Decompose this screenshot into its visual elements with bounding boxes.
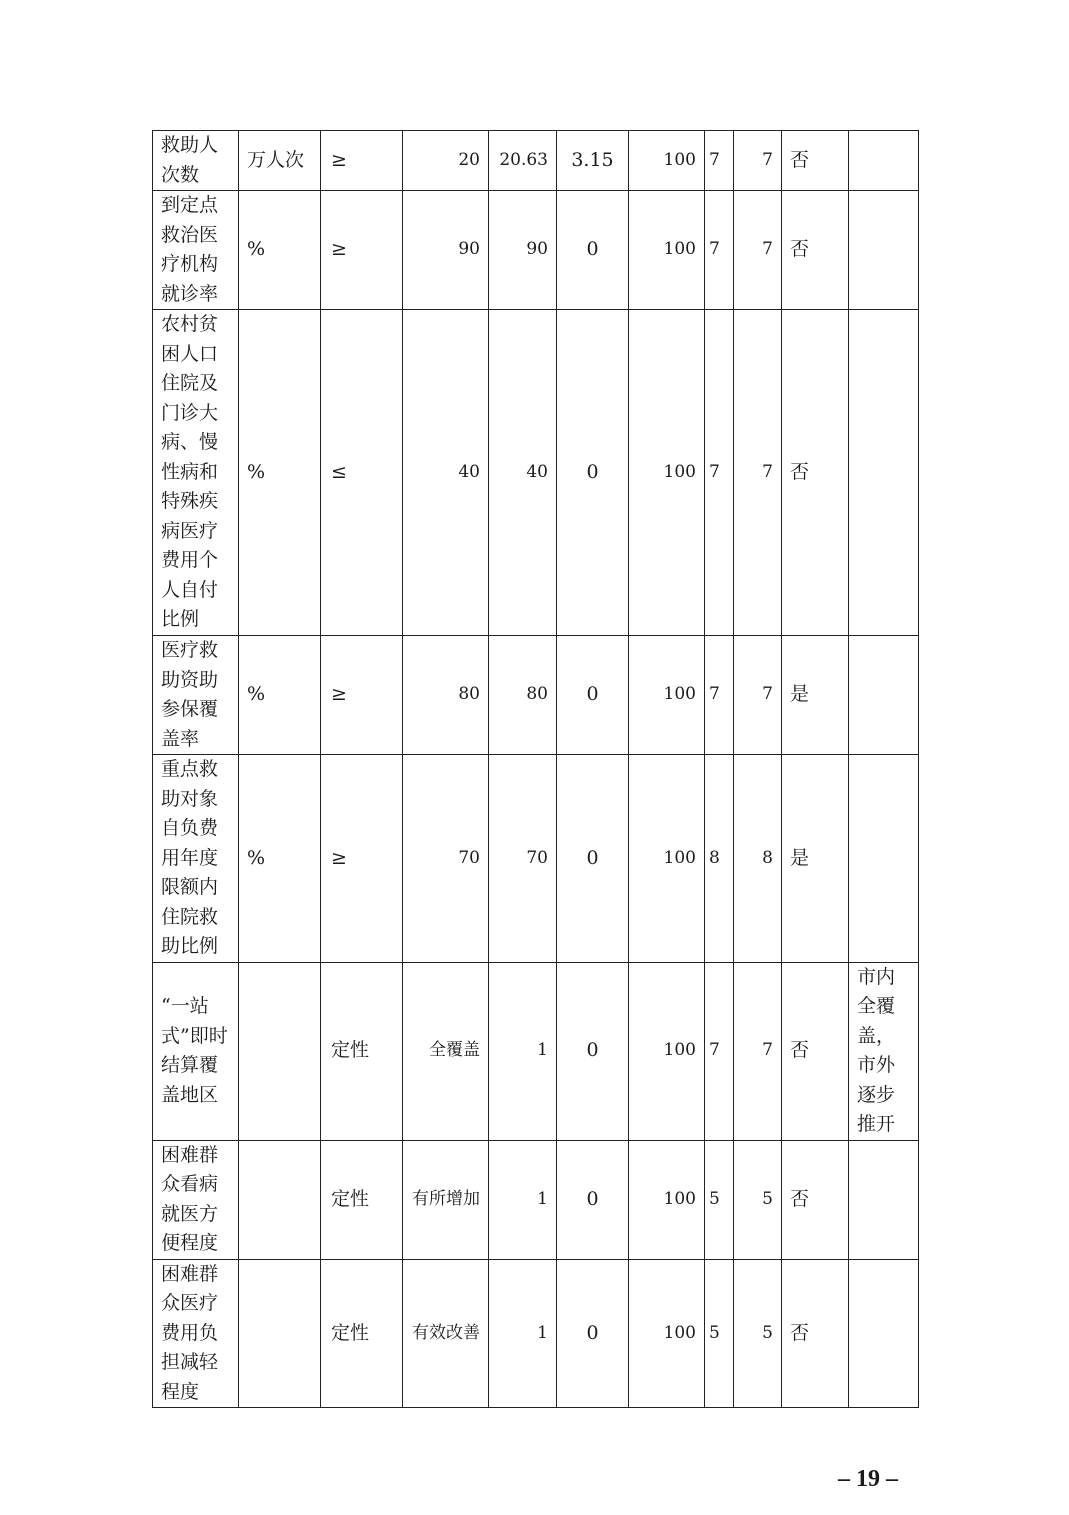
cell-flag: 否 bbox=[782, 1259, 849, 1408]
cell-target: 有效改善 bbox=[403, 1259, 489, 1408]
table-row bbox=[153, 310, 919, 636]
cell-actual: 80 bbox=[489, 636, 557, 755]
cell-flag: 否 bbox=[782, 310, 849, 636]
cell-target: 有所增加 bbox=[403, 1140, 489, 1259]
cell-note: 市内全覆盖，市外逐步推开 bbox=[849, 962, 919, 1140]
table-body bbox=[153, 131, 919, 1408]
cell-deviation: 0 bbox=[557, 1140, 629, 1259]
cell-target: 80 bbox=[403, 636, 489, 755]
cell-target: 全覆盖 bbox=[403, 962, 489, 1140]
cell-score: 7 bbox=[734, 962, 782, 1140]
cell-weight: 7 bbox=[705, 131, 734, 191]
cell-actual: 1 bbox=[489, 1259, 557, 1408]
cell-rate: 100 bbox=[629, 310, 705, 636]
cell-rate: 100 bbox=[629, 191, 705, 310]
cell-weight: 8 bbox=[705, 755, 734, 963]
cell-indicator: 农村贫困人口住院及门诊大病、慢性病和特殊疾病医疗费用个人自付比例 bbox=[153, 310, 239, 636]
cell-target: 20 bbox=[403, 131, 489, 191]
table-row bbox=[153, 755, 919, 963]
cell-weight: 7 bbox=[705, 636, 734, 755]
cell-rate: 100 bbox=[629, 755, 705, 963]
table-row bbox=[153, 191, 919, 310]
cell-indicator: 困难群众医疗费用负担减轻程度 bbox=[153, 1259, 239, 1408]
cell-actual: 1 bbox=[489, 1140, 557, 1259]
cell-unit: 万人次 bbox=[239, 131, 321, 191]
cell-target: 40 bbox=[403, 310, 489, 636]
cell-op: 定性 bbox=[321, 962, 403, 1140]
cell-note bbox=[849, 131, 919, 191]
cell-target: 90 bbox=[403, 191, 489, 310]
cell-weight: 7 bbox=[705, 310, 734, 636]
cell-note bbox=[849, 191, 919, 310]
cell-unit: % bbox=[239, 755, 321, 963]
cell-indicator: 到定点救治医疗机构就诊率 bbox=[153, 191, 239, 310]
table-row bbox=[153, 962, 919, 1140]
performance-table bbox=[152, 130, 919, 1408]
cell-op: ≥ bbox=[321, 755, 403, 963]
cell-note bbox=[849, 636, 919, 755]
cell-unit bbox=[239, 1259, 321, 1408]
cell-flag: 否 bbox=[782, 191, 849, 310]
table-row bbox=[153, 636, 919, 755]
cell-deviation: 0 bbox=[557, 310, 629, 636]
cell-op: ≤ bbox=[321, 310, 403, 636]
cell-weight: 7 bbox=[705, 962, 734, 1140]
cell-op: ≥ bbox=[321, 636, 403, 755]
cell-deviation: 0 bbox=[557, 755, 629, 963]
cell-target: 70 bbox=[403, 755, 489, 963]
cell-rate: 100 bbox=[629, 131, 705, 191]
cell-score: 5 bbox=[734, 1259, 782, 1408]
cell-op: ≥ bbox=[321, 131, 403, 191]
cell-score: 8 bbox=[734, 755, 782, 963]
cell-indicator: 困难群众看病就医方便程度 bbox=[153, 1140, 239, 1259]
cell-flag: 否 bbox=[782, 131, 849, 191]
cell-weight: 5 bbox=[705, 1140, 734, 1259]
page-number: – 19 – bbox=[838, 1466, 898, 1492]
cell-note bbox=[849, 1140, 919, 1259]
cell-flag: 否 bbox=[782, 962, 849, 1140]
cell-op: 定性 bbox=[321, 1140, 403, 1259]
cell-indicator: 救助人次数 bbox=[153, 131, 239, 191]
cell-unit bbox=[239, 1140, 321, 1259]
cell-rate: 100 bbox=[629, 1140, 705, 1259]
cell-actual: 1 bbox=[489, 962, 557, 1140]
cell-actual: 90 bbox=[489, 191, 557, 310]
cell-indicator: “一站式”即时结算覆盖地区 bbox=[153, 962, 239, 1140]
cell-note bbox=[849, 310, 919, 636]
cell-weight: 7 bbox=[705, 191, 734, 310]
cell-score: 5 bbox=[734, 1140, 782, 1259]
table-row bbox=[153, 1259, 919, 1408]
cell-note bbox=[849, 1259, 919, 1408]
cell-deviation: 0 bbox=[557, 962, 629, 1140]
cell-op: ≥ bbox=[321, 191, 403, 310]
cell-actual: 20.63 bbox=[489, 131, 557, 191]
cell-score: 7 bbox=[734, 310, 782, 636]
cell-actual: 70 bbox=[489, 755, 557, 963]
cell-score: 7 bbox=[734, 636, 782, 755]
cell-rate: 100 bbox=[629, 1259, 705, 1408]
cell-unit: % bbox=[239, 310, 321, 636]
cell-deviation: 0 bbox=[557, 191, 629, 310]
cell-flag: 是 bbox=[782, 755, 849, 963]
cell-unit: % bbox=[239, 191, 321, 310]
cell-indicator: 医疗救助资助参保覆盖率 bbox=[153, 636, 239, 755]
table-row bbox=[153, 131, 919, 191]
cell-rate: 100 bbox=[629, 636, 705, 755]
cell-flag: 是 bbox=[782, 636, 849, 755]
cell-unit: % bbox=[239, 636, 321, 755]
cell-deviation: 0 bbox=[557, 1259, 629, 1408]
cell-note bbox=[849, 755, 919, 963]
cell-unit bbox=[239, 962, 321, 1140]
cell-deviation: 3.15 bbox=[557, 131, 629, 191]
cell-weight: 5 bbox=[705, 1259, 734, 1408]
cell-deviation: 0 bbox=[557, 636, 629, 755]
table-row bbox=[153, 1140, 919, 1259]
cell-flag: 否 bbox=[782, 1140, 849, 1259]
cell-actual: 40 bbox=[489, 310, 557, 636]
cell-indicator: 重点救助对象自负费用年度限额内住院救助比例 bbox=[153, 755, 239, 963]
cell-score: 7 bbox=[734, 191, 782, 310]
cell-score: 7 bbox=[734, 131, 782, 191]
cell-op: 定性 bbox=[321, 1259, 403, 1408]
cell-rate: 100 bbox=[629, 962, 705, 1140]
